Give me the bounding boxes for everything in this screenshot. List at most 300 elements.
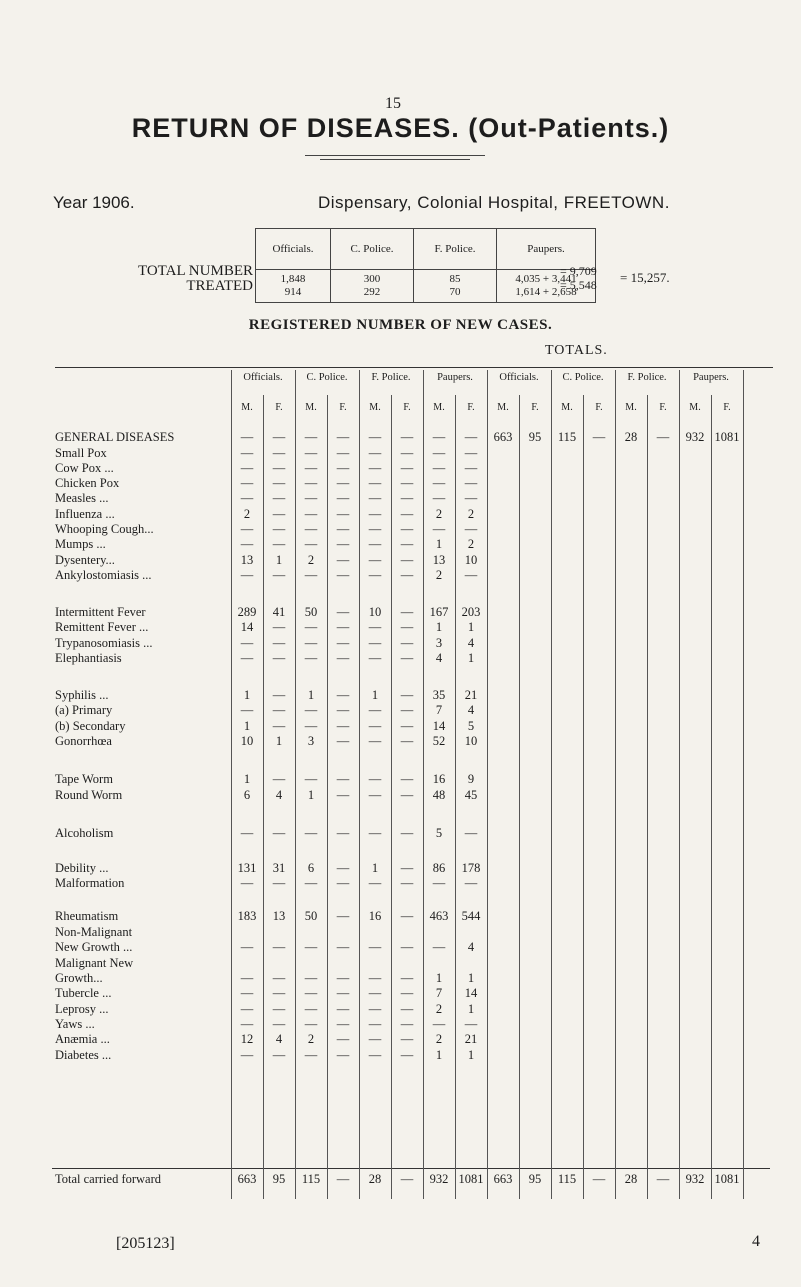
table-cell: 5 bbox=[435, 826, 443, 840]
row-label: Small Pox bbox=[55, 446, 107, 460]
table-cell: 52 bbox=[432, 734, 446, 748]
table-cell: — bbox=[400, 636, 414, 650]
table-cell: — bbox=[304, 491, 318, 505]
table-cell: 4 bbox=[275, 788, 283, 802]
totals-header: Officials. bbox=[256, 229, 331, 270]
signature-mark: 4 bbox=[752, 1233, 760, 1250]
table-cell: — bbox=[240, 826, 254, 840]
table-cell: — bbox=[304, 446, 318, 460]
table-cell: — bbox=[368, 1017, 382, 1031]
table-cell: — bbox=[400, 522, 414, 536]
column-divider bbox=[583, 395, 584, 1199]
row-label: Influenza ... bbox=[55, 507, 115, 521]
table-cell: 3 bbox=[307, 734, 315, 748]
table-cell: 1 bbox=[307, 788, 315, 802]
table-cell: — bbox=[272, 651, 286, 665]
table-cell: — bbox=[400, 688, 414, 702]
table-cell: — bbox=[464, 446, 478, 460]
page-title: RETURN OF DISEASES. (Out-Patients.) bbox=[131, 113, 670, 143]
row-label: Anæmia ... bbox=[55, 1032, 110, 1046]
table-cell: — bbox=[464, 461, 478, 475]
table-cell: — bbox=[400, 861, 414, 875]
table-cell: — bbox=[400, 605, 414, 619]
table-cell: — bbox=[240, 703, 254, 717]
table-cell: — bbox=[336, 537, 350, 551]
sex-header: M. bbox=[625, 402, 637, 413]
table-cell: — bbox=[240, 1002, 254, 1016]
row-label: Leprosy ... bbox=[55, 1002, 109, 1016]
total-number-treated-label bbox=[53, 264, 253, 294]
table-cell: — bbox=[272, 476, 286, 490]
table-cell: — bbox=[336, 1002, 350, 1016]
totals-header: F. Police. bbox=[414, 229, 497, 270]
table-cell: — bbox=[304, 986, 318, 1000]
table-cell: 50 bbox=[304, 605, 318, 619]
table-cell: 167 bbox=[429, 605, 449, 619]
row-label: Malformation bbox=[55, 876, 125, 890]
table-cell: — bbox=[336, 476, 350, 490]
table-cell: — bbox=[368, 772, 382, 786]
table-cell: — bbox=[336, 636, 350, 650]
sex-header: M. bbox=[241, 402, 253, 413]
table-cell: — bbox=[304, 876, 318, 890]
year-label: Year 1906. bbox=[53, 193, 135, 212]
table-cell: 1 bbox=[435, 537, 443, 551]
table-cell: — bbox=[304, 1048, 318, 1062]
total-cell: — bbox=[656, 1172, 670, 1186]
group-header: C. Police. bbox=[562, 372, 604, 383]
table-cell: — bbox=[368, 876, 382, 890]
table-cell: — bbox=[368, 522, 382, 536]
table-cell: 1 bbox=[435, 620, 443, 634]
table-cell: — bbox=[400, 537, 414, 551]
table-cell: 13 bbox=[432, 553, 446, 567]
table-cell: 4 bbox=[467, 703, 475, 717]
totals-cell: 663 bbox=[493, 430, 513, 444]
table-cell: — bbox=[304, 1017, 318, 1031]
table-cell: — bbox=[368, 568, 382, 582]
totals-cell: 4,035 + 3,441 1,614 + 2,658 bbox=[497, 270, 596, 303]
table-cell: — bbox=[336, 719, 350, 733]
table-cell: — bbox=[336, 522, 350, 536]
table-cell: — bbox=[272, 568, 286, 582]
total-cell: 663 bbox=[237, 1172, 257, 1186]
table-cell: — bbox=[368, 986, 382, 1000]
totals-cell: — bbox=[656, 430, 670, 444]
table-cell: — bbox=[304, 940, 318, 954]
table-cell: 14 bbox=[240, 620, 254, 634]
table-cell: 2 bbox=[467, 537, 475, 551]
table-cell: 86 bbox=[432, 861, 446, 875]
table-cell: 14 bbox=[464, 986, 478, 1000]
table-cell: 4 bbox=[467, 940, 475, 954]
row-label: Remittent Fever ... bbox=[55, 620, 149, 634]
group-header: C. Police. bbox=[306, 372, 348, 383]
dispensary-label: Dispensary, Colonial Hospital, FREETOWN. bbox=[318, 193, 670, 212]
table-cell: 1 bbox=[275, 734, 283, 748]
table-cell: 1 bbox=[435, 971, 443, 985]
total-cell: 115 bbox=[301, 1172, 321, 1186]
table-cell: — bbox=[400, 461, 414, 475]
totals-caption: TOTALS. bbox=[545, 343, 608, 358]
table-cell: 1 bbox=[371, 861, 379, 875]
table-cell: — bbox=[304, 636, 318, 650]
table-cell: 2 bbox=[467, 507, 475, 521]
table-cell: 48 bbox=[432, 788, 446, 802]
table-cell: — bbox=[400, 491, 414, 505]
row-label: (a) Primary bbox=[55, 703, 113, 717]
row-label: Ankylostomiasis ... bbox=[55, 568, 152, 582]
table-cell: — bbox=[432, 491, 446, 505]
table-cell: 2 bbox=[435, 568, 443, 582]
table-cell: 10 bbox=[464, 553, 478, 567]
table-cell: 1 bbox=[467, 620, 475, 634]
totals-summary-table bbox=[255, 228, 596, 303]
table-cell: — bbox=[304, 568, 318, 582]
totals-label-line2: TREATED bbox=[186, 278, 253, 294]
table-cell: 1 bbox=[307, 688, 315, 702]
table-cell: — bbox=[336, 734, 350, 748]
row-label: Non-Malignant bbox=[55, 925, 133, 939]
table-cell: 1 bbox=[467, 971, 475, 985]
table-cell: — bbox=[336, 861, 350, 875]
row-label: Tape Worm bbox=[55, 772, 113, 786]
table-cell: — bbox=[400, 971, 414, 985]
sex-header: F. bbox=[659, 402, 667, 413]
table-cell: — bbox=[336, 1048, 350, 1062]
table-cell: — bbox=[304, 430, 318, 444]
table-cell: 544 bbox=[461, 909, 481, 923]
table-cell: — bbox=[272, 826, 286, 840]
table-cell: 183 bbox=[237, 909, 257, 923]
sex-header: F. bbox=[403, 402, 411, 413]
table-cell: — bbox=[304, 1002, 318, 1016]
table-cell: — bbox=[336, 620, 350, 634]
table-cell: — bbox=[400, 476, 414, 490]
table-cell: — bbox=[272, 703, 286, 717]
table-cell: — bbox=[272, 719, 286, 733]
table-cell: — bbox=[336, 971, 350, 985]
table-cell: — bbox=[240, 651, 254, 665]
table-cell: — bbox=[240, 446, 254, 460]
sex-header: M. bbox=[497, 402, 509, 413]
table-cell: — bbox=[432, 476, 446, 490]
table-cell: — bbox=[304, 703, 318, 717]
totals-cell: — bbox=[592, 430, 606, 444]
row-label: Malignant New bbox=[55, 956, 134, 970]
table-cell: — bbox=[464, 430, 478, 444]
sex-header: F. bbox=[339, 402, 347, 413]
totals-header: Paupers. bbox=[497, 229, 596, 270]
table-cell: — bbox=[400, 703, 414, 717]
total-cell: 95 bbox=[272, 1172, 286, 1186]
total-cell: — bbox=[592, 1172, 606, 1186]
table-cell: — bbox=[240, 1017, 254, 1031]
table-cell: — bbox=[368, 651, 382, 665]
total-cell: 663 bbox=[493, 1172, 513, 1186]
table-cell: — bbox=[400, 876, 414, 890]
table-cell: — bbox=[272, 446, 286, 460]
table-cell: — bbox=[400, 553, 414, 567]
sex-header: F. bbox=[467, 402, 475, 413]
row-label: Alcoholism bbox=[55, 826, 114, 840]
sex-header: F. bbox=[531, 402, 539, 413]
row-label: Elephantiasis bbox=[55, 651, 122, 665]
column-divider bbox=[519, 395, 520, 1199]
row-label: Dysentery... bbox=[55, 553, 115, 567]
table-cell: — bbox=[272, 430, 286, 444]
row-label: Round Worm bbox=[55, 788, 123, 802]
table-cell: — bbox=[400, 651, 414, 665]
table-cell: — bbox=[400, 507, 414, 521]
table-cell: 5 bbox=[467, 719, 475, 733]
table-cell: — bbox=[400, 909, 414, 923]
group-header: Paupers. bbox=[437, 372, 473, 383]
table-cell: 6 bbox=[243, 788, 251, 802]
sex-header: M. bbox=[305, 402, 317, 413]
totals-label-line1: TOTAL NUMBER bbox=[137, 263, 253, 279]
table-cell: 21 bbox=[464, 1032, 478, 1046]
totals-cell: 1,848 914 bbox=[256, 270, 331, 303]
table-cell: — bbox=[400, 430, 414, 444]
table-cell: — bbox=[368, 537, 382, 551]
totals-cell: 85 70 bbox=[414, 270, 497, 303]
table-cell: — bbox=[368, 636, 382, 650]
totals-cell: 1081 bbox=[714, 430, 740, 444]
column-divider bbox=[647, 395, 648, 1199]
table-top-rule bbox=[55, 367, 773, 368]
table-cell: — bbox=[304, 461, 318, 475]
row-label: Gonorrhœa bbox=[55, 734, 112, 748]
table-cell: 35 bbox=[432, 688, 446, 702]
table-cell: — bbox=[400, 940, 414, 954]
table-cell: 7 bbox=[435, 703, 443, 717]
table-cell: 31 bbox=[272, 861, 286, 875]
table-cell: 1 bbox=[243, 688, 251, 702]
table-cell: 2 bbox=[435, 1032, 443, 1046]
table-cell: — bbox=[336, 688, 350, 702]
table-cell: — bbox=[400, 826, 414, 840]
table-cell: — bbox=[400, 568, 414, 582]
group-header: Paupers. bbox=[693, 372, 729, 383]
table-cell: 6 bbox=[307, 861, 315, 875]
table-cell: — bbox=[336, 507, 350, 521]
table-cell: — bbox=[336, 553, 350, 567]
table-cell: 41 bbox=[272, 605, 286, 619]
table-cell: — bbox=[400, 1032, 414, 1046]
table-cell: — bbox=[304, 971, 318, 985]
total-cell: 28 bbox=[368, 1172, 382, 1186]
table-cell: — bbox=[400, 788, 414, 802]
table-cell: — bbox=[336, 446, 350, 460]
total-cell: 95 bbox=[528, 1172, 542, 1186]
table-cell: — bbox=[368, 971, 382, 985]
table-cell: — bbox=[368, 461, 382, 475]
table-cell: 21 bbox=[464, 688, 478, 702]
table-cell: 13 bbox=[240, 553, 254, 567]
totals-cell: 28 bbox=[624, 430, 638, 444]
table-cell: — bbox=[336, 1017, 350, 1031]
table-cell: — bbox=[272, 1002, 286, 1016]
table-cell: — bbox=[336, 651, 350, 665]
group-header: Officials. bbox=[499, 372, 539, 383]
row-label: New Growth ... bbox=[55, 940, 133, 954]
column-divider bbox=[615, 370, 616, 1199]
table-cell: 1 bbox=[275, 553, 283, 567]
table-cell: — bbox=[272, 636, 286, 650]
group-header: F. Police. bbox=[371, 372, 411, 383]
row-label: Syphilis ... bbox=[55, 688, 109, 702]
table-cell: — bbox=[272, 491, 286, 505]
table-cell: — bbox=[336, 430, 350, 444]
total-cell: 932 bbox=[429, 1172, 449, 1186]
table-cell: — bbox=[240, 876, 254, 890]
table-cell: — bbox=[368, 826, 382, 840]
table-cell: — bbox=[272, 986, 286, 1000]
table-cell: 463 bbox=[429, 909, 449, 923]
table-cell: — bbox=[272, 1048, 286, 1062]
sex-header: F. bbox=[723, 402, 731, 413]
pauper-sums: = 9,709 = 5,548 bbox=[560, 264, 597, 292]
row-label: Measles ... bbox=[55, 491, 109, 505]
row-label: Yaws ... bbox=[55, 1017, 95, 1031]
table-cell: — bbox=[368, 491, 382, 505]
table-cell: 7 bbox=[435, 986, 443, 1000]
table-cell: — bbox=[336, 703, 350, 717]
total-cell: 1081 bbox=[458, 1172, 484, 1186]
table-cell: 1 bbox=[467, 1048, 475, 1062]
table-cell: 45 bbox=[464, 788, 478, 802]
table-cell: — bbox=[464, 491, 478, 505]
table-cell: — bbox=[272, 971, 286, 985]
sex-header: M. bbox=[369, 402, 381, 413]
table-cell: — bbox=[304, 537, 318, 551]
row-label: Tubercle ... bbox=[55, 986, 112, 1000]
table-cell: — bbox=[240, 568, 254, 582]
table-cell: — bbox=[304, 826, 318, 840]
table-cell: — bbox=[240, 940, 254, 954]
table-cell: — bbox=[368, 430, 382, 444]
table-cell: — bbox=[464, 826, 478, 840]
total-row-label: Total carried forward bbox=[55, 1172, 162, 1186]
table-cell: — bbox=[336, 605, 350, 619]
table-cell: 13 bbox=[272, 909, 286, 923]
table-cell: — bbox=[336, 826, 350, 840]
table-cell: — bbox=[304, 620, 318, 634]
table-cell: — bbox=[368, 620, 382, 634]
totals-cell: 300 292 bbox=[331, 270, 414, 303]
table-cell: — bbox=[272, 507, 286, 521]
row-label: Trypanosomiasis ... bbox=[55, 636, 153, 650]
totals-header: C. Police. bbox=[331, 229, 414, 270]
table-cell: 4 bbox=[467, 636, 475, 650]
column-divider bbox=[679, 370, 680, 1199]
table-cell: 2 bbox=[243, 507, 251, 521]
total-cell: 932 bbox=[685, 1172, 705, 1186]
table-cell: — bbox=[368, 446, 382, 460]
table-cell: — bbox=[368, 1002, 382, 1016]
table-cell: 1 bbox=[435, 1048, 443, 1062]
table-cell: — bbox=[272, 940, 286, 954]
table-cell: — bbox=[272, 461, 286, 475]
table-cell: — bbox=[336, 491, 350, 505]
title-rule bbox=[320, 159, 470, 160]
table-cell: 178 bbox=[461, 861, 481, 875]
table-cell: 50 bbox=[304, 909, 318, 923]
table-cell: 1 bbox=[243, 719, 251, 733]
total-cell: 28 bbox=[624, 1172, 638, 1186]
table-cell: — bbox=[368, 703, 382, 717]
total-cell: — bbox=[400, 1172, 414, 1186]
table-cell: — bbox=[272, 537, 286, 551]
table-cell: 2 bbox=[435, 1002, 443, 1016]
table-cell: — bbox=[272, 876, 286, 890]
sex-header: M. bbox=[561, 402, 573, 413]
table-cell: — bbox=[304, 522, 318, 536]
table-cell: — bbox=[272, 620, 286, 634]
table-cell: — bbox=[368, 507, 382, 521]
table-cell: 2 bbox=[435, 507, 443, 521]
table-cell: — bbox=[304, 772, 318, 786]
group-header: Officials. bbox=[243, 372, 283, 383]
row-label: Mumps ... bbox=[55, 537, 106, 551]
sex-header: F. bbox=[275, 402, 283, 413]
column-divider bbox=[711, 395, 712, 1199]
table-cell: — bbox=[272, 1017, 286, 1031]
row-label: Chicken Pox bbox=[55, 476, 120, 490]
table-cell: 14 bbox=[432, 719, 446, 733]
table-cell: 16 bbox=[432, 772, 446, 786]
row-label: Rheumatism bbox=[55, 909, 119, 923]
table-cell: 1 bbox=[467, 651, 475, 665]
table-cell: — bbox=[432, 940, 446, 954]
table-cell: — bbox=[304, 651, 318, 665]
totals-cell: 95 bbox=[528, 430, 542, 444]
row-label: Diabetes ... bbox=[55, 1048, 112, 1062]
table-cell: — bbox=[336, 772, 350, 786]
row-label: (b) Secondary bbox=[55, 719, 126, 733]
table-cell: — bbox=[304, 507, 318, 521]
table-cell: — bbox=[368, 476, 382, 490]
table-cell: — bbox=[400, 1048, 414, 1062]
table-cell: — bbox=[304, 719, 318, 733]
table-cell: — bbox=[336, 940, 350, 954]
table-cell: 203 bbox=[461, 605, 481, 619]
table-cell: 1 bbox=[243, 772, 251, 786]
row-label: Cow Pox ... bbox=[55, 461, 114, 475]
table-cell: 9 bbox=[467, 772, 475, 786]
table-cell: — bbox=[240, 986, 254, 1000]
table-cell: — bbox=[432, 522, 446, 536]
table-cell: — bbox=[336, 986, 350, 1000]
title-rule bbox=[305, 155, 485, 156]
table-cell: — bbox=[336, 1032, 350, 1046]
table-cell: — bbox=[368, 788, 382, 802]
table-cell: — bbox=[368, 1048, 382, 1062]
table-cell: — bbox=[400, 772, 414, 786]
table-cell: — bbox=[464, 876, 478, 890]
table-cell: — bbox=[368, 553, 382, 567]
table-cell: — bbox=[368, 734, 382, 748]
row-label: GENERAL DISEASES bbox=[55, 430, 175, 444]
table-cell: — bbox=[400, 620, 414, 634]
table-cell: — bbox=[240, 491, 254, 505]
table-cell: — bbox=[304, 476, 318, 490]
table-cell: — bbox=[368, 940, 382, 954]
table-cell: 10 bbox=[368, 605, 382, 619]
table-cell: — bbox=[336, 788, 350, 802]
document-reference: [205123] bbox=[116, 1235, 175, 1252]
